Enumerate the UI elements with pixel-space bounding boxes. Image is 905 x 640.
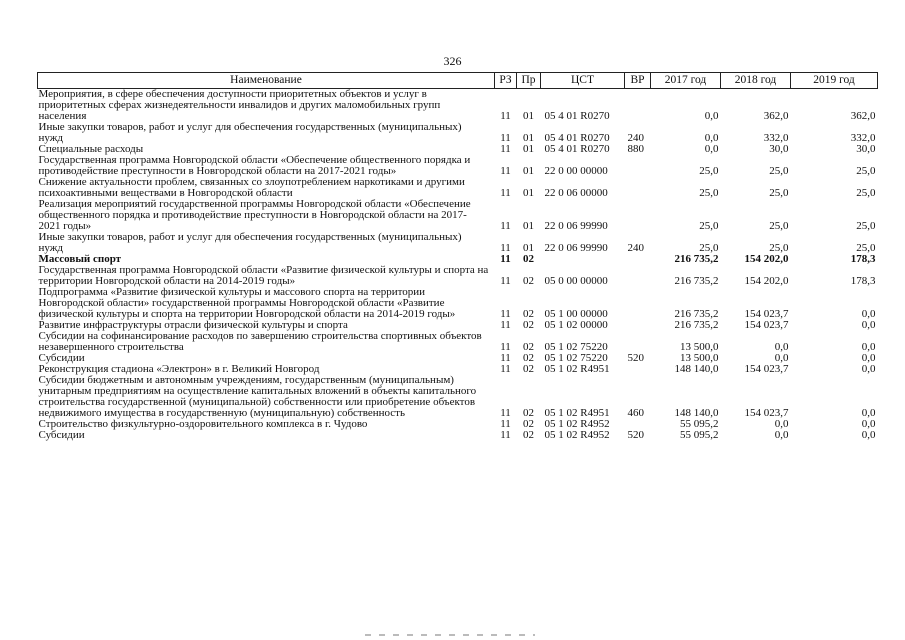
cell-y2017: 55 095,2 — [680, 418, 719, 430]
cell-pr: 01 — [523, 187, 534, 199]
cell-name: Развитие инфраструктуры отрасли физической культуры и спорта — [38, 319, 348, 331]
cell-cst: 05 1 02 75220 — [544, 341, 608, 353]
cell-name: Массовый спорт — [38, 253, 122, 265]
cell-rz: 11 — [500, 242, 511, 254]
cell-y2019: 25,0 — [856, 220, 876, 232]
cell-y2017: 148 140,0 — [674, 363, 719, 375]
cell-cst: 05 1 02 R4952 — [544, 429, 610, 441]
cell-rz: 11 — [500, 319, 511, 331]
cell-y2018: 0,0 — [774, 429, 789, 441]
cell-rz: 11 — [500, 341, 511, 353]
cell-rz: 11 — [500, 110, 511, 122]
table-row — [38, 375, 878, 419]
cell-y2019: 25,0 — [856, 165, 876, 177]
table-row — [38, 331, 878, 353]
header-pr: Пр — [517, 73, 541, 89]
cell-pr: 02 — [523, 418, 534, 430]
cell-vr: 520 — [627, 352, 644, 364]
cell-pr: 02 — [523, 352, 534, 364]
cell-y2019: 0,0 — [861, 352, 876, 364]
cell-vr — [625, 89, 651, 123]
cell-y2018: 25,0 — [769, 187, 789, 199]
cell-y2017: 25,0 — [699, 242, 719, 254]
cell-name: Иные закупки товаров, работ и услуг для обеспечения государственных (муниципальных) нужд — [38, 121, 462, 144]
cell-vr: 880 — [627, 143, 644, 155]
table-body — [38, 89, 878, 442]
cell-pr: 01 — [523, 110, 534, 122]
cell-vr — [625, 199, 651, 232]
table-header-row — [38, 73, 878, 89]
cell-y2018: 154 023,7 — [744, 363, 789, 375]
cell-y2019: 25,0 — [856, 242, 876, 254]
cell-pr: 02 — [523, 429, 534, 441]
cell-name: Субсидии на софинансирование расходов по завершению строительства спортивных объектов незавершенного строительства — [38, 330, 482, 353]
cell-pr: 02 — [523, 253, 534, 265]
cell-cst: 05 1 02 R4951 — [544, 407, 610, 419]
cell-vr — [625, 287, 651, 320]
cell-y2017: 55 095,2 — [680, 429, 719, 441]
table-row — [38, 199, 878, 232]
cell-name: Государственная программа Новгородской области «Развитие физической культуры и спорта на территории Новгородской области на 2014-2019 годы» — [38, 264, 489, 287]
cell-y2018: 0,0 — [774, 352, 789, 364]
cell-y2017: 13 500,0 — [680, 352, 719, 364]
cell-name: Строительство физкультурно-оздоровительного комплекса в г. Чудово — [38, 418, 368, 430]
table-row — [38, 430, 878, 441]
header-2019: 2019 год — [791, 73, 878, 89]
cell-y2019: 0,0 — [861, 407, 876, 419]
cell-y2017: 25,0 — [699, 220, 719, 232]
cell-cst: 05 4 01 R0270 — [544, 110, 610, 122]
cell-y2017: 13 500,0 — [680, 341, 719, 353]
cell-pr: 01 — [523, 220, 534, 232]
cell-pr: 02 — [523, 341, 534, 353]
cell-vr — [625, 364, 651, 375]
cell-cst: 22 0 00 00000 — [544, 165, 608, 177]
header-vr: ВР — [625, 73, 651, 89]
cell-vr — [625, 177, 651, 199]
cell-pr: 02 — [523, 319, 534, 331]
cell-y2019: 25,0 — [856, 187, 876, 199]
table-row — [38, 177, 878, 199]
cell-vr — [625, 331, 651, 353]
cell-y2019: 0,0 — [861, 341, 876, 353]
cell-cst: 05 4 01 R0270 — [544, 132, 610, 144]
header-cst: ЦСТ — [541, 73, 625, 89]
cell-y2017: 216 735,2 — [674, 275, 719, 287]
cell-y2017: 25,0 — [699, 187, 719, 199]
cell-name: Реализация мероприятий государственной программы Новгородской области «Обеспечение общественного порядка и противодействие преступности в Новгородской области на 2017-2021 годы» — [38, 198, 471, 232]
cell-y2018: 154 023,7 — [744, 407, 789, 419]
cell-y2019: 0,0 — [861, 418, 876, 430]
table-row — [38, 122, 878, 144]
cell-y2018: 25,0 — [769, 165, 789, 177]
cell-y2018: 25,0 — [769, 220, 789, 232]
cell-name: Снижение актуальности проблем, связанных со злоупотреблением наркотиками и другими психоактивными веществами в Новгородской области — [38, 176, 465, 199]
cell-vr: 460 — [627, 407, 644, 419]
header-rz: РЗ — [495, 73, 517, 89]
cell-cst — [541, 254, 625, 265]
cell-rz: 11 — [500, 275, 511, 287]
scan-artifact — [365, 634, 535, 636]
header-name: Наименование — [38, 73, 495, 89]
budget-table — [37, 72, 878, 441]
table-row — [38, 232, 878, 254]
cell-y2019: 0,0 — [861, 363, 876, 375]
cell-name: Государственная программа Новгородской области «Обеспечение общественного порядка и противодействие преступности в Новгородской области на 2017-2021 годы» — [38, 154, 471, 177]
cell-cst: 05 1 02 R4951 — [544, 363, 610, 375]
page-number: 326 — [443, 54, 462, 68]
cell-y2017: 216 735,2 — [674, 253, 719, 265]
cell-y2018: 0,0 — [774, 418, 789, 430]
cell-cst: 05 0 00 00000 — [544, 275, 608, 287]
header-2018: 2018 год — [721, 73, 791, 89]
cell-vr: 520 — [627, 429, 644, 441]
cell-y2018: 30,0 — [769, 143, 789, 155]
cell-pr: 02 — [523, 308, 534, 320]
cell-y2017: 216 735,2 — [674, 319, 719, 331]
cell-pr: 01 — [523, 132, 534, 144]
cell-y2017: 25,0 — [699, 165, 719, 177]
cell-y2017: 0,0 — [704, 110, 719, 122]
cell-rz: 11 — [500, 165, 511, 177]
cell-pr: 02 — [523, 363, 534, 375]
cell-y2019: 178,3 — [850, 275, 876, 287]
cell-name: Мероприятия, в сфере обеспечения доступности приоритетных объектов и услуг в приоритетных сферах жизнедеятельности инвалидов и других маломобильных групп населения — [38, 88, 441, 122]
cell-y2018: 154 202,0 — [744, 253, 789, 265]
cell-cst: 22 0 06 99990 — [544, 220, 608, 232]
cell-y2018: 25,0 — [769, 242, 789, 254]
cell-cst: 05 1 02 75220 — [544, 352, 608, 364]
cell-cst: 22 0 06 00000 — [544, 187, 608, 199]
cell-y2018: 154 023,7 — [744, 319, 789, 331]
cell-y2019: 0,0 — [861, 308, 876, 320]
cell-cst: 05 1 02 R4952 — [544, 418, 610, 430]
cell-rz: 11 — [500, 143, 511, 155]
cell-name: Иные закупки товаров, работ и услуг для обеспечения государственных (муниципальных) нужд — [38, 231, 462, 254]
cell-name: Субсидии — [38, 429, 85, 441]
cell-rz: 11 — [500, 352, 511, 364]
cell-pr: 01 — [523, 165, 534, 177]
cell-y2019: 178,3 — [850, 253, 876, 265]
cell-rz: 11 — [500, 308, 511, 320]
cell-rz: 11 — [500, 418, 511, 430]
cell-y2018: 154 023,7 — [744, 308, 789, 320]
cell-rz: 11 — [500, 187, 511, 199]
cell-rz: 11 — [500, 407, 511, 419]
cell-rz: 11 — [500, 429, 511, 441]
cell-y2019: 0,0 — [861, 319, 876, 331]
cell-cst: 05 1 00 00000 — [544, 308, 608, 320]
header-2017: 2017 год — [651, 73, 721, 89]
cell-y2019: 30,0 — [856, 143, 876, 155]
cell-vr — [625, 265, 651, 287]
table-row — [38, 265, 878, 287]
cell-y2019: 362,0 — [850, 110, 876, 122]
cell-cst: 05 1 02 00000 — [544, 319, 608, 331]
cell-name: Реконструкция стадиона «Электрон» в г. Великий Новгород — [38, 363, 320, 375]
cell-name: Субсидии — [38, 352, 85, 364]
cell-y2018: 332,0 — [763, 132, 789, 144]
cell-cst: 05 4 01 R0270 — [544, 143, 610, 155]
cell-vr: 240 — [627, 242, 644, 254]
cell-name: Субсидии бюджетным и автономным учреждениям, государственным (муниципальным) унитарным предприятиям на осуществление капитальных вложений в объекты капитального строительства государственной (муниципальной) собственности или приобретение объектов недвижимого имущества в государственную (муниципальную) собственность — [38, 374, 477, 419]
cell-y2018: 154 202,0 — [744, 275, 789, 287]
table-row — [38, 287, 878, 320]
cell-y2017: 0,0 — [704, 143, 719, 155]
cell-vr — [625, 254, 651, 265]
cell-vr: 240 — [627, 132, 644, 144]
cell-vr — [625, 320, 651, 331]
cell-rz: 11 — [500, 220, 511, 232]
cell-pr: 01 — [523, 143, 534, 155]
cell-y2019: 0,0 — [861, 429, 876, 441]
cell-name: Подпрограмма «Развитие физической культуры и массового спорта на территории Новгородской области» государственной программы Новгородской области «Развитие физической культуры и спорта на территории Новгородской области на 2014-2019 годы» — [38, 286, 456, 320]
cell-y2017: 0,0 — [704, 132, 719, 144]
cell-pr: 01 — [523, 242, 534, 254]
cell-name: Специальные расходы — [38, 143, 144, 155]
cell-y2017: 216 735,2 — [674, 308, 719, 320]
cell-pr: 02 — [523, 275, 534, 287]
cell-cst: 22 0 06 99990 — [544, 242, 608, 254]
cell-y2019: 332,0 — [850, 132, 876, 144]
table-row — [38, 155, 878, 177]
cell-y2018: 0,0 — [774, 341, 789, 353]
cell-y2017: 148 140,0 — [674, 407, 719, 419]
table-row — [38, 419, 878, 430]
cell-rz: 11 — [500, 363, 511, 375]
cell-vr — [625, 155, 651, 177]
cell-y2018: 362,0 — [763, 110, 789, 122]
cell-rz: 11 — [500, 253, 511, 265]
cell-rz: 11 — [500, 132, 511, 144]
table-row — [38, 89, 878, 123]
cell-pr: 02 — [523, 407, 534, 419]
